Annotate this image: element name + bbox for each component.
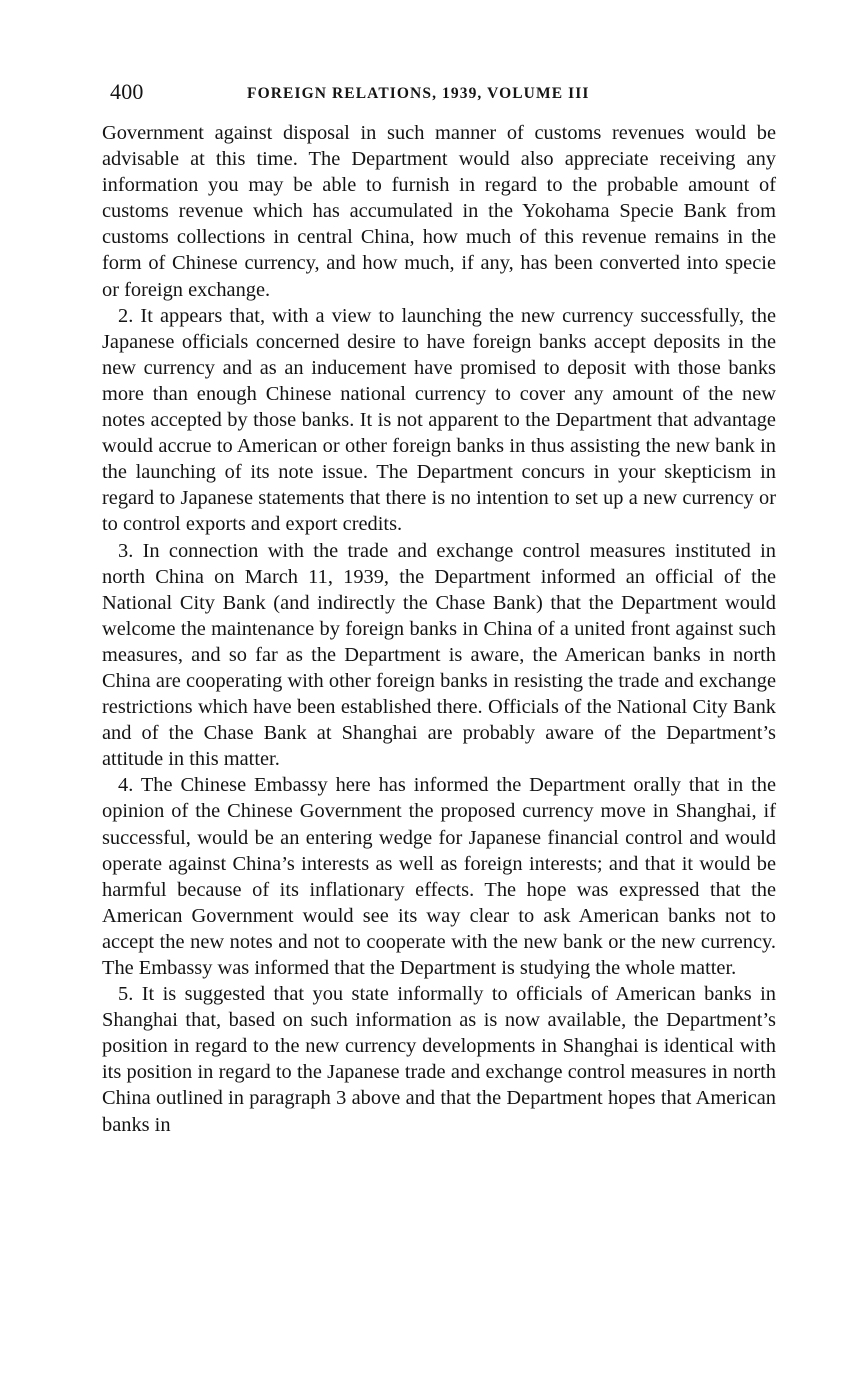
paragraph-4: 4. The Chinese Embassy here has informed the Department orally that in the opinion of the Chinese Government the proposed currency move in Shanghai, if successful, would be an entering wedge for Japanese financial control and would operate against China’s interests as well as foreign interests; and that it would be harmful because of its inflationary effects. The hope was expressed that the American Government would see its way clear to ask American banks not to accept the new notes and not to cooperate with the new bank or the new currency. The Embassy was informed that the Department is studying the whole matter. [102, 774, 776, 979]
running-head: FOREIGN RELATIONS, 1939, VOLUME III [247, 85, 590, 102]
paragraph-2: 2. It appears that, with a view to launching the new currency successfully, the Japanese officials concerned desire to have foreign banks accept deposits in the new currency and as an inducement have promised to deposit with those banks more than enough Chinese national currency to cover any amount of the new notes accepted by those banks. It is not apparent to the Department that advantage would accrue to American or other foreign banks in thus assisting the new bank in the launching of its note issue. The Department concurs in your skepticism in regard to Japanese statements that there is no intention to set up a new currency or to control exports and export credits. [102, 304, 776, 536]
page-number: 400 [110, 79, 144, 104]
page-header [102, 78, 776, 110]
paragraph-continuation: Government against disposal in such manner of customs revenues would be advisable at this time. The Department would also appreciate receiving any information you may be able to furnish in regard to the probable amount of customs revenue which has accumulated in the Yokohama Specie Bank from customs collections in central China, how much of this revenue remains in the form of Chinese currency, and how much, if any, has been converted into specie or foreign exchange. [102, 122, 776, 301]
document-page [102, 78, 776, 1138]
body-text [102, 120, 776, 1138]
paragraph-3: 3. In connection with the trade and exchange control measures instituted in north China on March 11, 1939, the Department informed an official of the National City Bank (and indirectly the Chase Bank) that the Department would welcome the maintenance by foreign banks in China of a united front against such measures, and so far as the Department is aware, the American banks in north China are cooperating with other foreign banks in resisting the trade and exchange restrictions which have been established there. Officials of the National City Bank and of the Chase Bank at Shanghai are probably aware of the Department’s attitude in this matter. [102, 539, 776, 771]
paragraph-5: 5. It is suggested that you state informally to officials of American banks in Shanghai that, based on such information as is now available, the Department’s position in regard to the new currency developments in Shanghai is identical with its position in regard to the Japanese trade and exchange control measures in north China outlined in paragraph 3 above and that the Department hopes that American banks in [102, 983, 776, 1136]
